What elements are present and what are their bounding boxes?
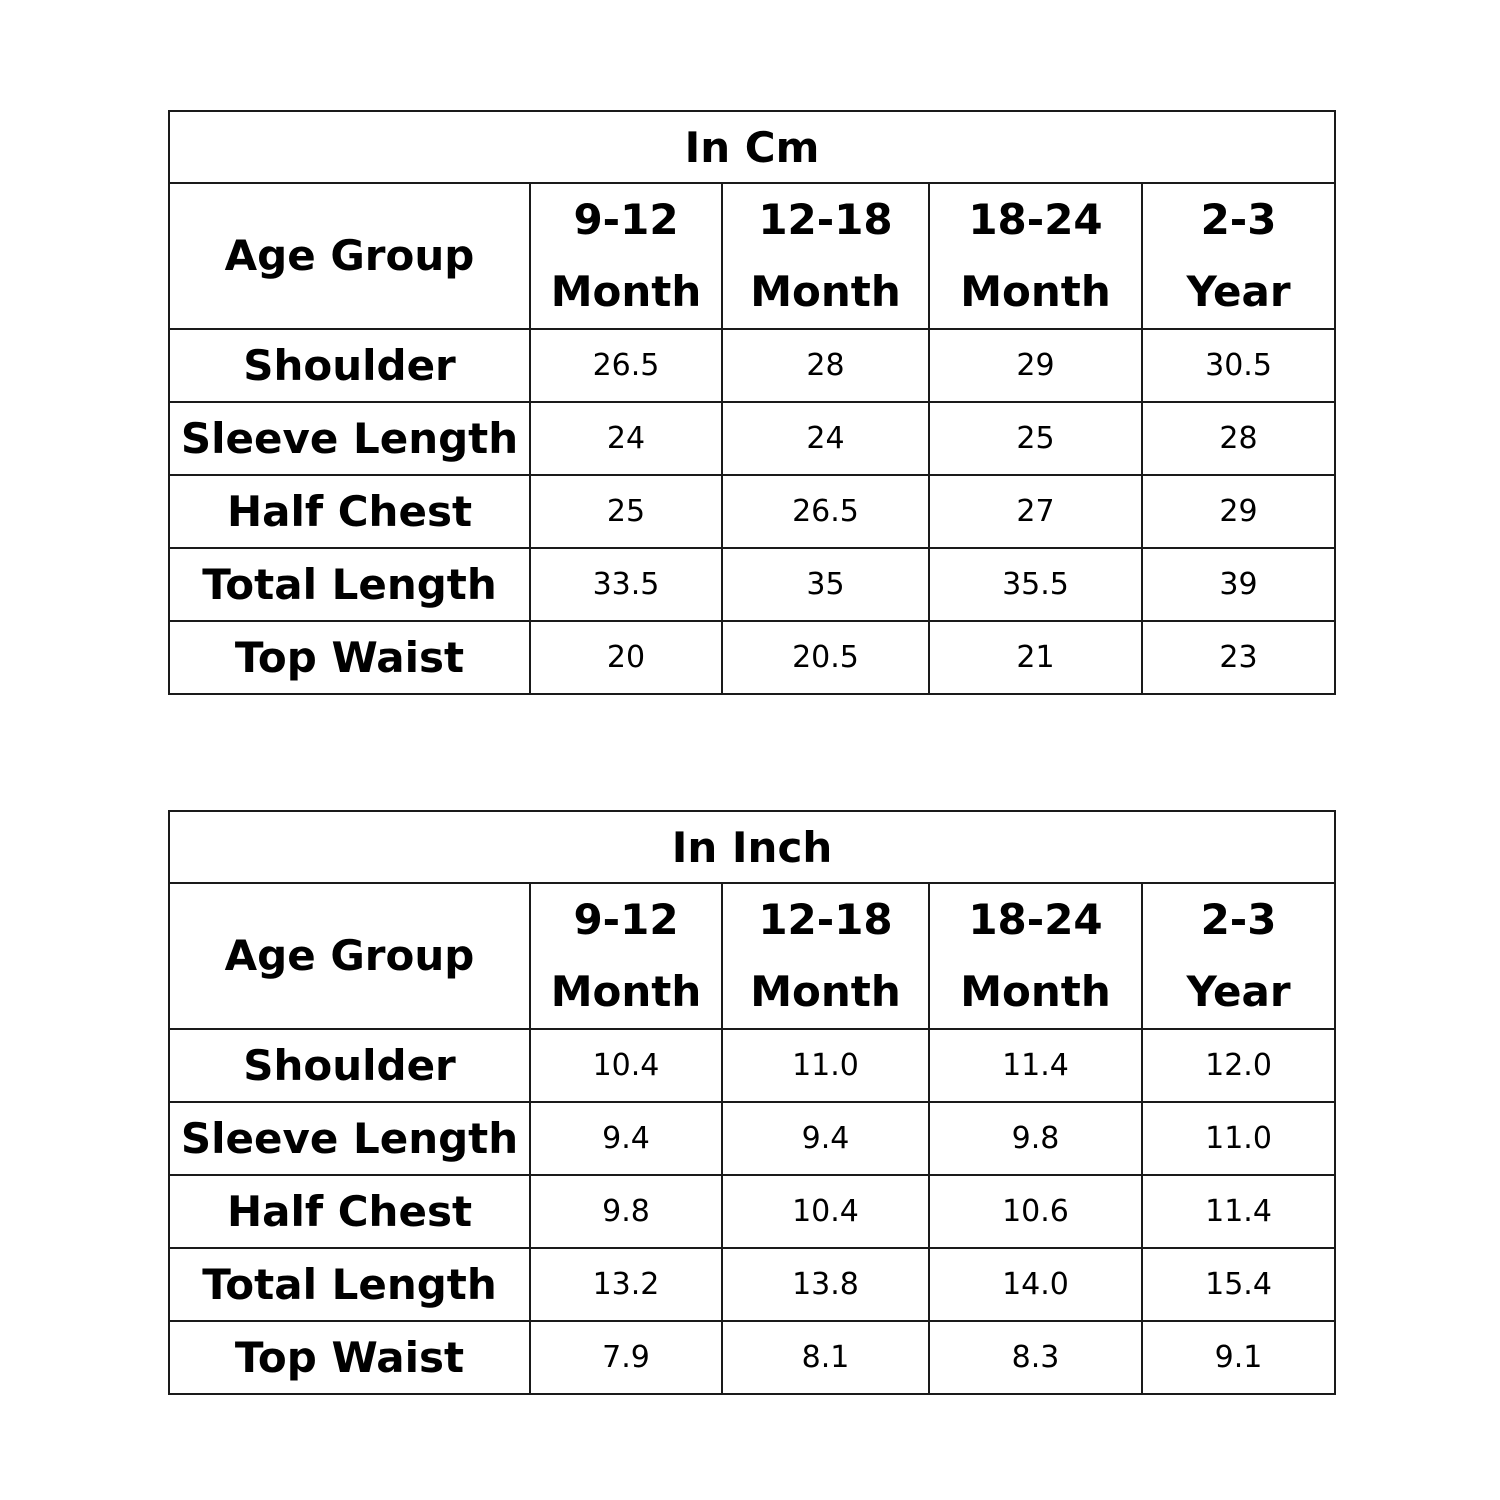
row-label: Shoulder [169,1029,530,1102]
table-cell: 7.9 [530,1321,722,1394]
age-group-label: Age Group [169,183,530,329]
column-header-unit: Month [960,967,1111,1016]
table-title: In Inch [169,811,1335,883]
table-header-row [169,883,1335,1029]
table-row [169,548,1335,621]
table-cell: 39 [1142,548,1335,621]
table-row [169,475,1335,548]
table-cell: 10.6 [929,1175,1142,1248]
table-row [169,1175,1335,1248]
table-cell: 11.4 [929,1029,1142,1102]
table-cell: 9.4 [722,1102,929,1175]
table-cell: 24 [722,402,929,475]
table-cell: 25 [929,402,1142,475]
table-cell: 12.0 [1142,1029,1335,1102]
column-header [929,183,1142,329]
table-row [169,1248,1335,1321]
column-header [530,883,722,1029]
table-cell: 25 [530,475,722,548]
table-cell: 11.0 [722,1029,929,1102]
table-cell: 35.5 [929,548,1142,621]
table-cell: 13.2 [530,1248,722,1321]
column-header-range: 18-24 [968,195,1103,244]
table-row [169,621,1335,694]
table-cell: 9.8 [929,1102,1142,1175]
column-header [1142,183,1335,329]
column-header-range: 9-12 [573,895,679,944]
table-cell: 15.4 [1142,1248,1335,1321]
column-header [722,183,929,329]
column-header-range: 2-3 [1200,895,1277,944]
column-header [1142,883,1335,1029]
table-cell: 9.1 [1142,1321,1335,1394]
table-cell: 33.5 [530,548,722,621]
table-cell: 9.8 [530,1175,722,1248]
row-label: Top Waist [169,1321,530,1394]
table-row [169,329,1335,402]
table-row [169,1102,1335,1175]
table-cell: 8.1 [722,1321,929,1394]
column-header-unit: Year [1186,267,1291,316]
table-cell: 29 [929,329,1142,402]
row-label: Half Chest [169,1175,530,1248]
table-cell: 24 [530,402,722,475]
table-cell: 10.4 [530,1029,722,1102]
table-cell: 35 [722,548,929,621]
row-label: Total Length [169,1248,530,1321]
table-cell: 26.5 [530,329,722,402]
table-title-row [169,811,1335,883]
table-cell: 13.8 [722,1248,929,1321]
table-cell: 23 [1142,621,1335,694]
table-cell: 26.5 [722,475,929,548]
column-header-range: 12-18 [758,195,893,244]
row-label: Sleeve Length [169,1102,530,1175]
table-cell: 11.4 [1142,1175,1335,1248]
table-cell: 20.5 [722,621,929,694]
table-row [169,1029,1335,1102]
column-header [722,883,929,1029]
age-group-label: Age Group [169,883,530,1029]
column-header-range: 9-12 [573,195,679,244]
row-label: Total Length [169,548,530,621]
table-cell: 21 [929,621,1142,694]
column-header-range: 18-24 [968,895,1103,944]
table-cell: 28 [722,329,929,402]
size-table-inch [168,810,1336,1395]
size-table-cm [168,110,1336,695]
table-cell: 20 [530,621,722,694]
column-header-unit: Month [960,267,1111,316]
table-cell: 8.3 [929,1321,1142,1394]
table-cell: 9.4 [530,1102,722,1175]
table-cell: 28 [1142,402,1335,475]
row-label: Shoulder [169,329,530,402]
column-header-unit: Month [750,267,901,316]
table-row [169,1321,1335,1394]
table-cell: 10.4 [722,1175,929,1248]
column-header-unit: Month [550,967,702,1016]
column-header [929,883,1142,1029]
row-label: Top Waist [169,621,530,694]
table-cell: 14.0 [929,1248,1142,1321]
column-header-unit: Month [750,967,901,1016]
column-header-range: 12-18 [758,895,893,944]
table-header-row [169,183,1335,329]
table-row [169,402,1335,475]
table-cell: 11.0 [1142,1102,1335,1175]
table-cell: 30.5 [1142,329,1335,402]
column-header-range: 2-3 [1200,195,1277,244]
table-cell: 27 [929,475,1142,548]
row-label: Sleeve Length [169,402,530,475]
row-label: Half Chest [169,475,530,548]
column-header-unit: Month [550,267,702,316]
table-title-row [169,111,1335,183]
column-header-unit: Year [1186,967,1291,1016]
column-header [530,183,722,329]
table-title: In Cm [169,111,1335,183]
table-cell: 29 [1142,475,1335,548]
